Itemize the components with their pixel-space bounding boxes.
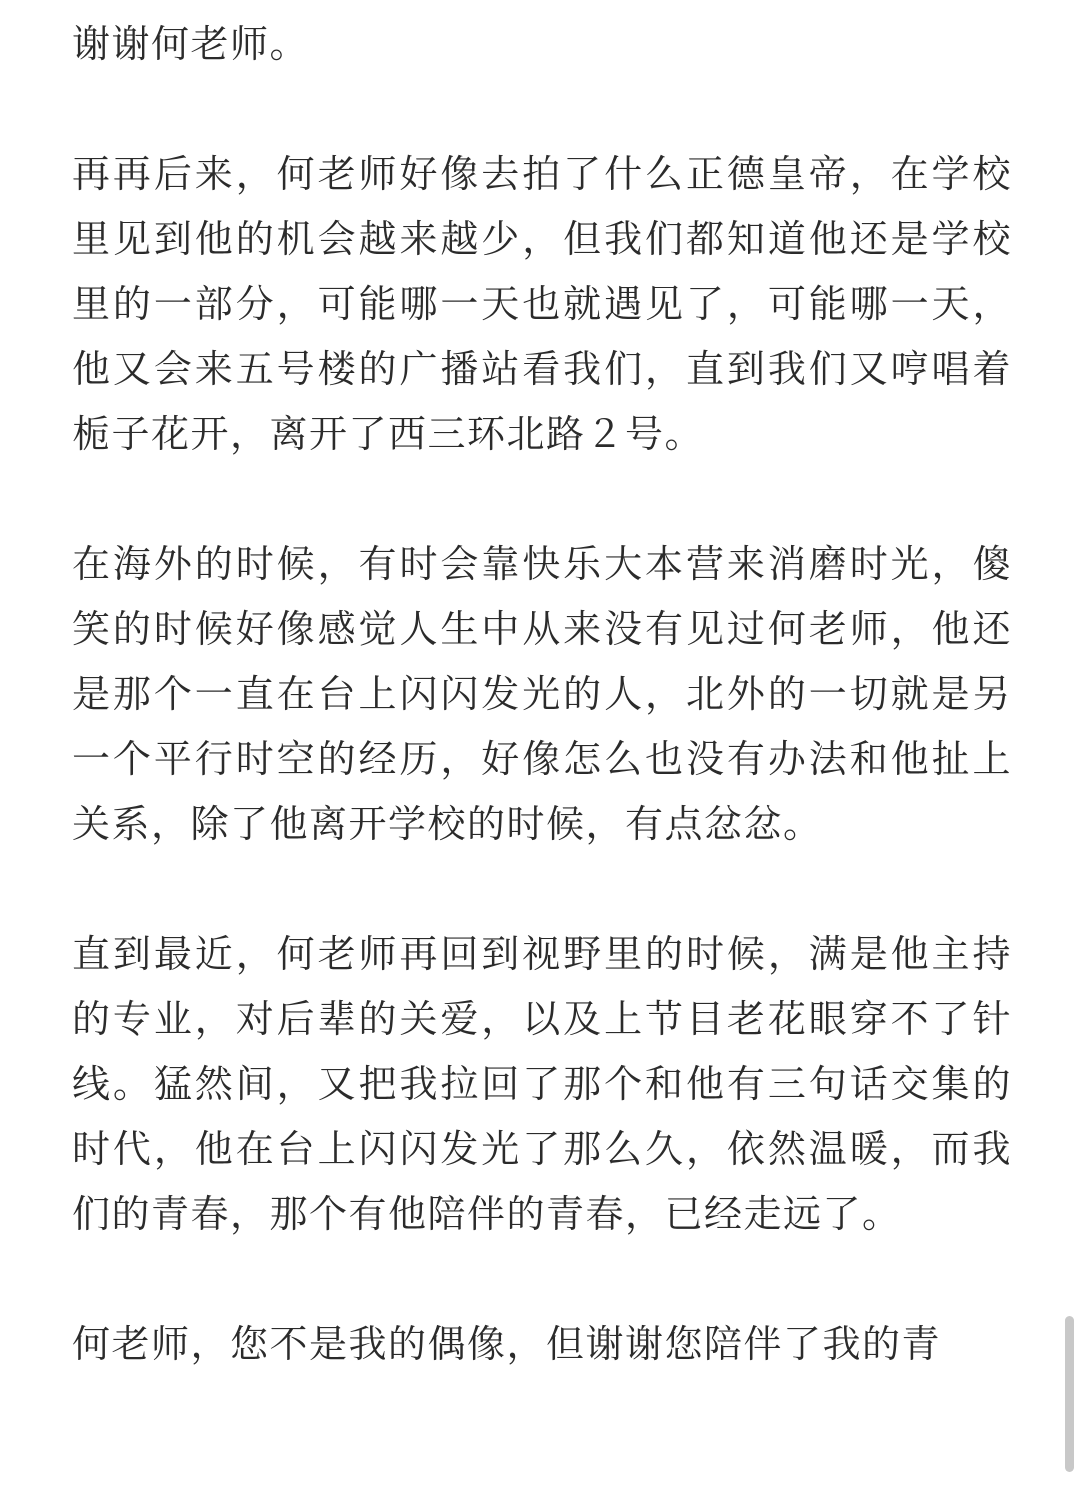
- paragraph-overseas: 在海外的时候，有时会靠快乐大本营来消磨时光，傻笑的时候好像感觉人生中从来没有见过何老师，他还是那个一直在台上闪闪发光的人，北外的一切就是另一个平行时空的经历，好像怎么也没有办法和他扯上关系，除了他离开学校的时候，有点忿忿。: [72, 542, 1012, 846]
- paragraph-later: 再再后来，何老师好像去拍了什么正德皇帝，在学校里见到他的机会越来越少，但我们都知道他还是学校里的一部分，可能哪一天也就遇见了，可能哪一天，他又会来五号楼的广播站看我们，直到我们又哼唱着栀子花开，离开了西三环北路２号。: [72, 152, 1012, 456]
- paragraph-recently: 直到最近，何老师再回到视野里的时候，满是他主持的专业，对后辈的关爱，以及上节目老花眼穿不了针线。猛然间，又把我拉回了那个和他有三句话交集的时代，他在台上闪闪发光了那么久，依然温暖，而我们的青春，那个有他陪伴的青春，已经走远了。: [72, 932, 1012, 1236]
- paragraph-thanks: 谢谢何老师。: [72, 22, 310, 66]
- article-body: [72, 12, 1012, 1442]
- paragraph-closing: 何老师，您不是我的偶像，但谢谢您陪伴了我的青: [72, 1322, 942, 1366]
- scrollbar-thumb[interactable]: [1065, 1316, 1074, 1472]
